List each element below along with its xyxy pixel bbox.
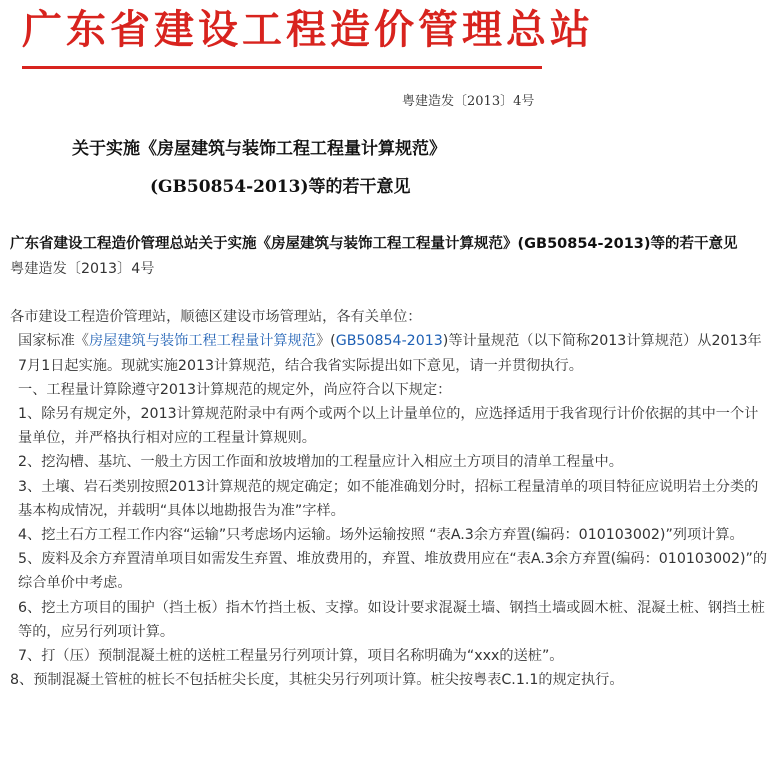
letterhead-doc-number: 粤建造发〔2013〕4号 bbox=[402, 94, 535, 109]
letterhead-title-line2: (GB50854-2013)等的若干意见 bbox=[150, 177, 411, 197]
list-item: 2、挖沟槽、基坑、一般土方因工作面和放坡增加的工程量应计入相应土方项目的清单工程量中。 bbox=[18, 454, 623, 471]
intro-suffix: )等计量规范（以下简称2013计算规范）从2013年7月1日起实施。现就实施2013计算规范，结合我省实际提出如下意见，请一并贯彻执行。 bbox=[18, 333, 762, 374]
list-item: 3、土壤、岩石类别按照2013计算规范的规定确定；如不能准确划分时，招标工程量清单的项目特征应说明岩土分类的基本构成情况，并载明“具体以地勘报告为准”字样。 bbox=[18, 478, 759, 519]
list-item: 5、废料及余方弃置清单项目如需发生弃置、堆放费用的，弃置、堆放费用应在“表A.3余方弃置(编码：010103002)”的综合单价中考虑。 bbox=[18, 551, 768, 592]
list-item: 4、挖土石方工程工作内容“运输”只考虑场内运输。场外运输按照 “表A.3余方弃置(编码：010103002)”列项计算。 bbox=[18, 527, 744, 544]
list-item: 1、除另有规定外，2013计算规范附录中有两个或两个以上计量单位的，应选择适用于我省现行计价依据的其中一个计量单位，并严格执行相对应的工程量计算规则。 bbox=[18, 406, 759, 447]
section-heading: 一、工程量计算除遵守2013计算规范的规定外，尚应符合以下规定： bbox=[18, 381, 452, 398]
letterhead-divider bbox=[22, 66, 542, 69]
article-headline: 广东省建设工程造价管理总站关于实施《房屋建筑与装饰工程工程量计算规范》(GB50854-2013)等的若干意见 bbox=[10, 236, 738, 252]
standard-code-link[interactable]: GB50854-2013 bbox=[335, 333, 443, 350]
list-item: 7、打（压）预制混凝土桩的送桩工程量另行列项计算，项目名称明确为“xxx的送桩”。 bbox=[18, 648, 564, 665]
list-item: 8、预制混凝土管桩的桩长不包括桩尖长度，其桩尖另行列项计算。桩尖按粤表C.1.1的规定执行。 bbox=[10, 672, 624, 689]
article-body bbox=[10, 232, 770, 692]
salutation: 各市建设工程造价管理站，顺德区建设市场管理站，各有关单位： bbox=[10, 309, 422, 326]
intro-mid: 》( bbox=[315, 333, 336, 350]
intro-prefix: 国家标准《 bbox=[18, 333, 89, 350]
letterhead-title-line1: 关于实施《房屋建筑与装饰工程工程量计算规范》 bbox=[72, 139, 446, 159]
letterhead-title bbox=[72, 130, 512, 206]
spacer bbox=[10, 281, 770, 305]
list-item: 6、挖土方项目的围护（挡土板）指木竹挡土板、支撑。如设计要求混凝土墙、钢挡土墙或圆木桩、混凝土桩、钢挡土桩等的，应另行列项计算。 bbox=[18, 599, 765, 640]
standard-link[interactable]: 房屋建筑与装饰工程工程量计算规范 bbox=[88, 333, 316, 350]
intro-paragraph bbox=[10, 329, 770, 377]
article-doc-number: 粤建造发〔2013〕4号 bbox=[10, 261, 155, 277]
letterhead-org-name: 广东省建设工程造价管理总站 bbox=[22, 6, 594, 53]
